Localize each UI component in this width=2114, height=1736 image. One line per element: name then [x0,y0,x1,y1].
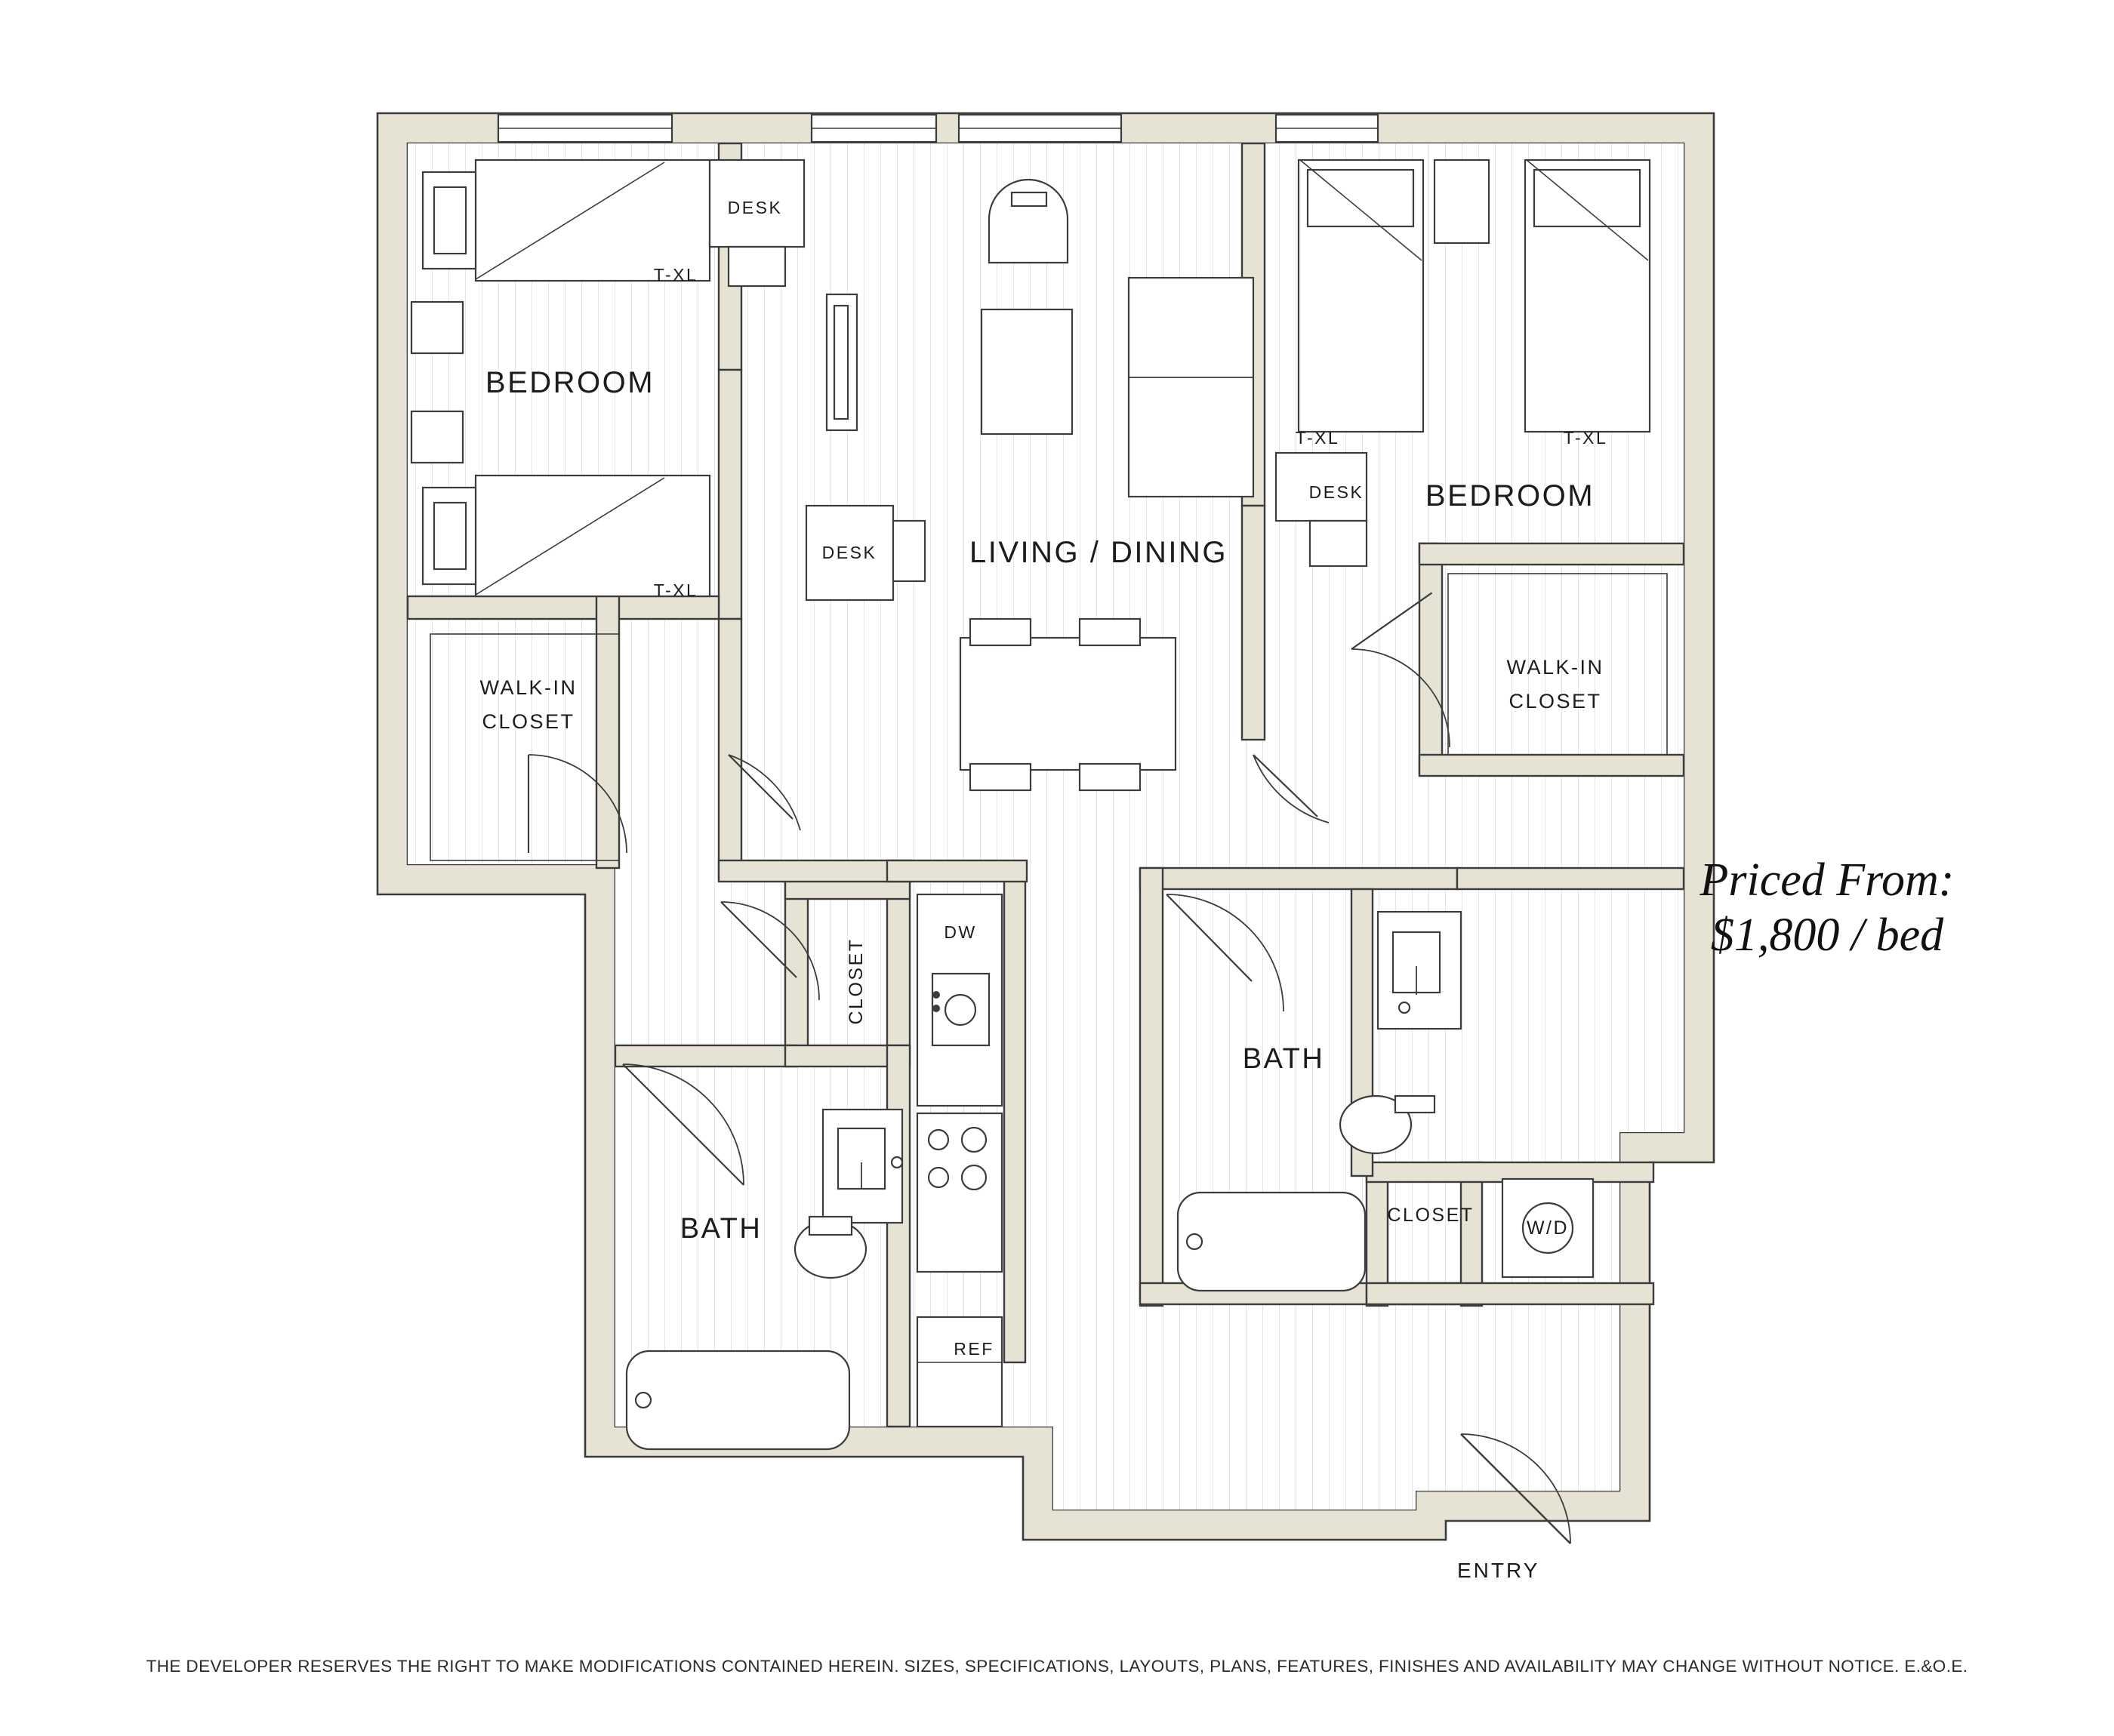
room-label-bath-left: BATH [680,1213,763,1245]
fixture-label-dishwasher: DW [944,922,977,942]
bed-label-right-inner: T-XL [1295,428,1340,448]
room-label-bedroom-left: BEDROOM [485,366,655,399]
pricing-amount: $1,800 / bed [1710,910,1944,962]
room-label-living-dining: LIVING / DINING [969,536,1228,569]
fixture-label-washer-dryer: W/D [1526,1217,1570,1239]
room-label-walkin-right-line2: CLOSET [1508,690,1602,713]
fixture-label-refrigerator: REF [954,1339,994,1359]
fixture-label-desk-bedroom-left: DESK [727,198,783,217]
room-label-walkin-left-line1: WALK-IN [479,676,578,699]
room-label-closet-entry: CLOSET [1387,1205,1475,1226]
room-label-closet-center: CLOSET [846,937,867,1025]
fixture-label-desk-living: DESK [821,543,877,562]
bed-label-left-upper: T-XL [653,265,698,285]
room-label-walkin-right-line1: WALK-IN [1506,656,1604,679]
fixture-label-desk-bedroom-right: DESK [1308,482,1364,502]
bed-label-left-lower: T-XL [653,580,698,600]
room-label-bedroom-right: BEDROOM [1425,479,1595,512]
room-label-bath-right: BATH [1242,1043,1325,1075]
room-label-walkin-left-line2: CLOSET [482,710,575,733]
pricing-block [1586,853,2069,963]
room-label-entry: ENTRY [1457,1559,1540,1582]
bed-label-right-outer: T-XL [1563,428,1608,448]
pricing-heading: Priced From: [1700,854,1955,906]
disclaimer-text: THE DEVELOPER RESERVES THE RIGHT TO MAKE MODIFICATIONS CONTAINED HEREIN. SIZES, SPECIFICATIONS, LAYOUTS, PLANS, FEATURES, FINISHES AND AVAILABILITY MAY CHANGE WITHOUT NOTICE. E.&O.E. [146,1657,1968,1676]
